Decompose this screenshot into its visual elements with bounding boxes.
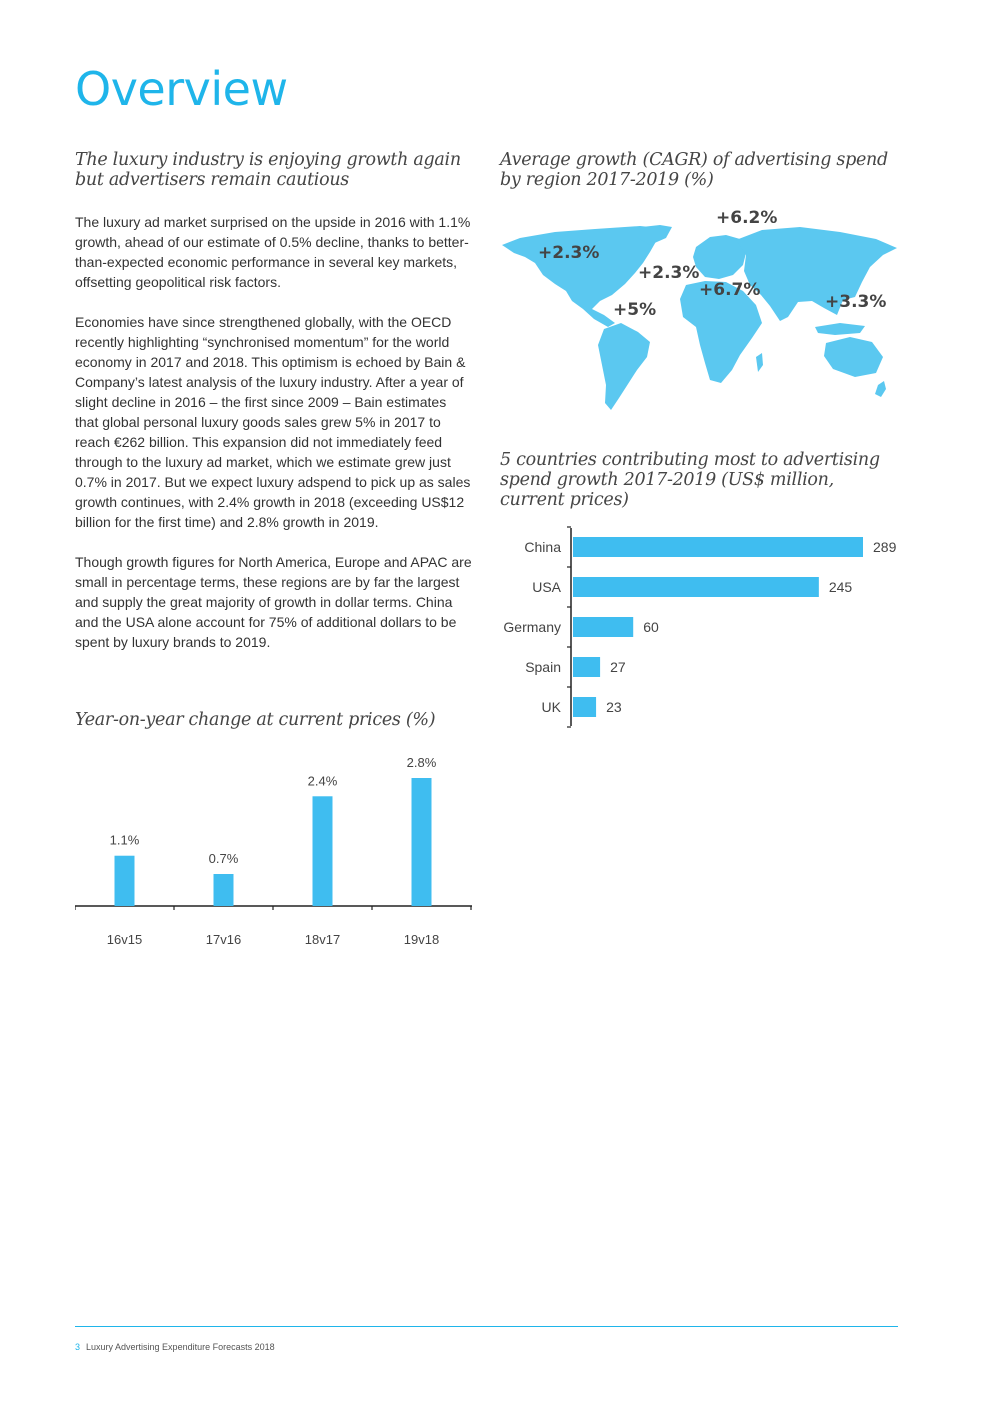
category-label: UK (541, 699, 561, 715)
footer (75, 1342, 275, 1352)
bar (573, 577, 819, 597)
map-title: Average growth (CAGR) of advertising spend by region 2017-2019 (%) (500, 150, 888, 190)
countries-chart-title: 5 countries contributing most to advertising spend growth 2017-2019 (US$ million, current prices) (500, 450, 880, 510)
bar-value-label: 23 (606, 699, 622, 715)
bar (573, 537, 863, 557)
category-label: 16v15 (106, 932, 143, 947)
countries-bar-chart (495, 525, 905, 735)
category-label: 17v16 (205, 932, 242, 947)
bar (573, 617, 633, 637)
paragraph: Economies have since strengthened globally, with the OECD recently highlighting “synchronised momentum” for the world economy in 2017 and 2018. This optimism is echoed by Bain & Company’s latest analysis of the luxury industry. After a year of slight decline in 2016 – the first since 2009 – Bain estimates that global personal luxury goods sales grew 5% in 2017 to reach €262 billion. This expansion did not immediately feed through to the luxury ad market, which we estimate grew just 0.7% in 2017. But we expect luxury adspend to pick up as sales growth continues, with 2.4% growth in 2018 (exceeding US$12 billion for the first time) and 2.8% growth in 2019. (75, 314, 471, 530)
bar (313, 796, 333, 906)
map-label-asia-pacific: +3.3% (825, 292, 887, 312)
page-number: 3 (75, 1342, 81, 1352)
madagascar-shape (756, 353, 763, 372)
australia-shape (824, 337, 883, 377)
indonesia-shape (815, 323, 865, 335)
footer-rule (75, 1326, 898, 1327)
page-title: Overview (75, 62, 288, 116)
bar-value-label: 2.8% (406, 755, 437, 770)
category-label: 19v18 (403, 932, 440, 947)
bar-value-label: 2.4% (307, 773, 338, 789)
bar (573, 697, 596, 717)
bar-value-label: 27 (610, 659, 626, 675)
paragraph: Though growth figures for North America, Europe and APAC are small in percentage terms, these regions are by far the largest and supply the great majority of growth in dollar terms. China and the USA alone account for 75% of additional dollars to be spent by luxury brands to 2019. (75, 554, 472, 650)
bar-value-label: 60 (643, 619, 659, 635)
yoy-chart-title: Year-on-year change at current prices (%) (75, 710, 436, 730)
map-label-north-america: +2.3% (538, 243, 600, 263)
map-label-russia: +6.2% (716, 208, 778, 228)
category-label: USA (532, 579, 561, 595)
category-label: 18v17 (304, 932, 341, 947)
bar (115, 856, 135, 906)
paragraph: The luxury ad market surprised on the upside in 2016 with 1.1% growth, ahead of our estimate of 0.5% decline, thanks to better-than-expected economic performance in several key markets, offsetting geopolitical risk factors. (75, 214, 471, 290)
new-zealand-shape (875, 381, 886, 397)
south-america-shape (598, 323, 650, 410)
article-body (75, 212, 473, 672)
bar-value-label: 1.1% (109, 832, 140, 848)
world-map (500, 205, 900, 415)
article-heading: The luxury industry is enjoying growth again but advertisers remain cautious (75, 150, 461, 190)
bar-value-label: 245 (828, 579, 853, 595)
bar (412, 778, 432, 906)
bar-value-label: 0.7% (208, 851, 239, 866)
category-label: Germany (503, 619, 561, 635)
category-label: Spain (525, 659, 561, 675)
map-label-latin-america: +5% (613, 300, 657, 320)
map-label-europe: +2.3% (638, 263, 700, 283)
yoy-bar-chart (75, 740, 475, 960)
bar-value-label: 289 (873, 539, 897, 555)
category-label: China (524, 539, 561, 555)
bar (214, 874, 234, 906)
map-label-middle-east: +6.7% (699, 280, 761, 300)
bar (573, 657, 600, 677)
footer-title: Luxury Advertising Expenditure Forecasts 2018 (86, 1342, 275, 1352)
